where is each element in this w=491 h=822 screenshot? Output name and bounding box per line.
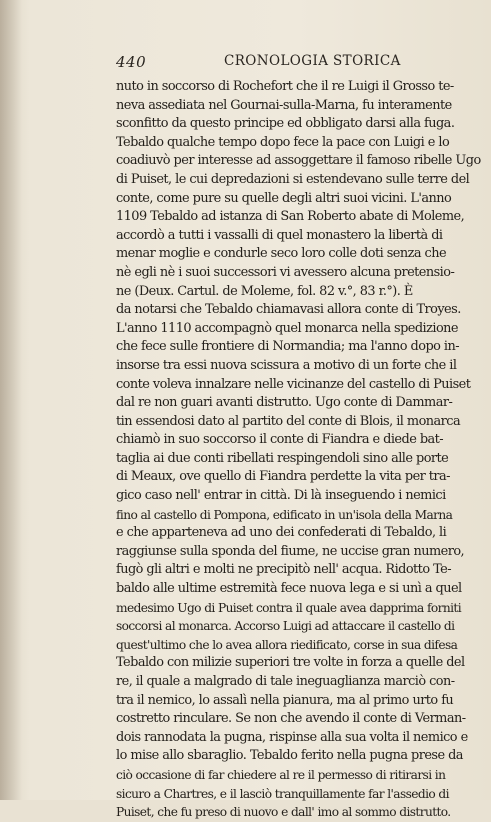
body-text	[116, 78, 481, 822]
text-line: taglia ai due conti ribellati respingendoli sino alle porte	[116, 450, 449, 466]
running-title: CRONOLOGIA STORICA	[224, 53, 401, 69]
text-line: menar moglie e condurle seco loro colle doti senza che	[116, 246, 447, 262]
text-line: baldo alle ultime estremità fece nuova lega e si unì a quel	[116, 581, 462, 597]
text-line: tra il nemico, lo assalì nella pianura, ma al primo urto fu	[116, 692, 454, 708]
text-line: nè egli nè i suoi successori vi avessero alcuna pretensio-	[116, 264, 455, 280]
text-line: 1109 Tebaldo ad istanza di San Roberto abate di Moleme,	[116, 209, 465, 225]
text-line: di Meaux, ove quello di Fiandra perdette la vita per tra-	[116, 469, 450, 485]
text-line: accordò a tutti i vassalli di quel monastero la libertà di	[116, 227, 443, 243]
text-line: tin essendosi dato al partito del conte di Blois, il monarca	[116, 413, 461, 429]
text-line: coadiuvò per interesse ad assoggettare il famoso ribelle Ugo	[116, 153, 481, 169]
text-line: insorse tra essi nuova scissura a motivo di un forte che il	[116, 357, 457, 373]
text-line: e che apparteneva ad uno dei confederati di Tebaldo, li	[116, 525, 447, 541]
text-line: conte, come pure su quelle degli altri suoi vicini. L'anno	[116, 190, 452, 206]
text-line: fino al castello di Pompona, edificato in un'isola della Marna	[116, 507, 453, 522]
running-head	[116, 53, 472, 73]
text-line: medesimo Ugo di Puiset contra il quale avea dapprima forniti	[116, 600, 462, 615]
text-line: nuto in soccorso di Rochefort che il re Luigi il Grosso te-	[116, 79, 454, 94]
text-line: fugò gli altri e molti ne precipitò nell' acqua. Ridotto Te-	[116, 562, 452, 578]
text-line: soccorsi al monarca. Accorso Luigi ad attaccare il castello di	[116, 619, 455, 634]
text-line: raggiunse sulla sponda del fiume, ne uccise gran numero,	[116, 543, 465, 559]
text-line: ne (Deux. Cartul. de Moleme, fol. 82 v.°, 83 r.°). È	[116, 283, 413, 299]
text-line: che fece sulle frontiere di Normandia; ma l'anno dopo in-	[116, 339, 460, 355]
text-line: sicuro a Chartres, e il lasciò tranquillamente far l'assedio di	[116, 786, 449, 801]
text-line: di Puiset, le cui depredazioni si estendevano sulle terre del	[116, 171, 470, 187]
binding-shadow	[0, 0, 22, 800]
text-line: chiamò in suo soccorso il conte di Fiandra e diede bat-	[116, 432, 444, 448]
text-line: lo mise allo sbaraglio. Tebaldo ferito nella pugna prese da	[116, 748, 463, 764]
text-line: dois rannodata la pugna, rispinse alla sua volta il nemico e	[116, 729, 468, 745]
text-line: Tebaldo qualche tempo dopo fece la pace con Luigi e lo	[116, 134, 450, 150]
text-line: ciò occasione di far chiedere al re il permesso di ritirarsi in	[116, 767, 446, 782]
text-line: sconfitto da questo principe ed obbligato darsi alla fuga.	[116, 116, 455, 132]
text-line: neva assediata nel Gournai-sulla-Marna, fu interamente	[116, 97, 452, 113]
text-line: conte voleva innalzare nelle vicinanze del castello di Puiset	[116, 376, 471, 392]
text-line: da notarsi che Tebaldo chiamavasi allora conte di Troyes.	[116, 302, 461, 318]
text-line: Puiset, che fu preso di nuovo e dall' imo al sommo distrutto.	[116, 805, 451, 820]
text-line: quest'ultimo che lo avea allora riedificato, corse in sua difesa	[116, 637, 458, 652]
text-line: gico caso nell' entrar in città. Di là inseguendo i nemici	[116, 488, 446, 504]
text-line: Tebaldo con milizie superiori tre volte in forza a quelle del	[116, 655, 465, 671]
text-line: costretto rinculare. Se non che avendo il conte di Verman-	[116, 711, 466, 727]
text-line: re, il quale a malgrado di tale ineguaglianza marciò con-	[116, 674, 455, 689]
text-line: dal re non guari avanti distrutto. Ugo conte di Dammar-	[116, 395, 453, 411]
text-line: L'anno 1110 accompagnò quel monarca nella spedizione	[116, 320, 458, 336]
page-number: 440	[116, 53, 147, 71]
